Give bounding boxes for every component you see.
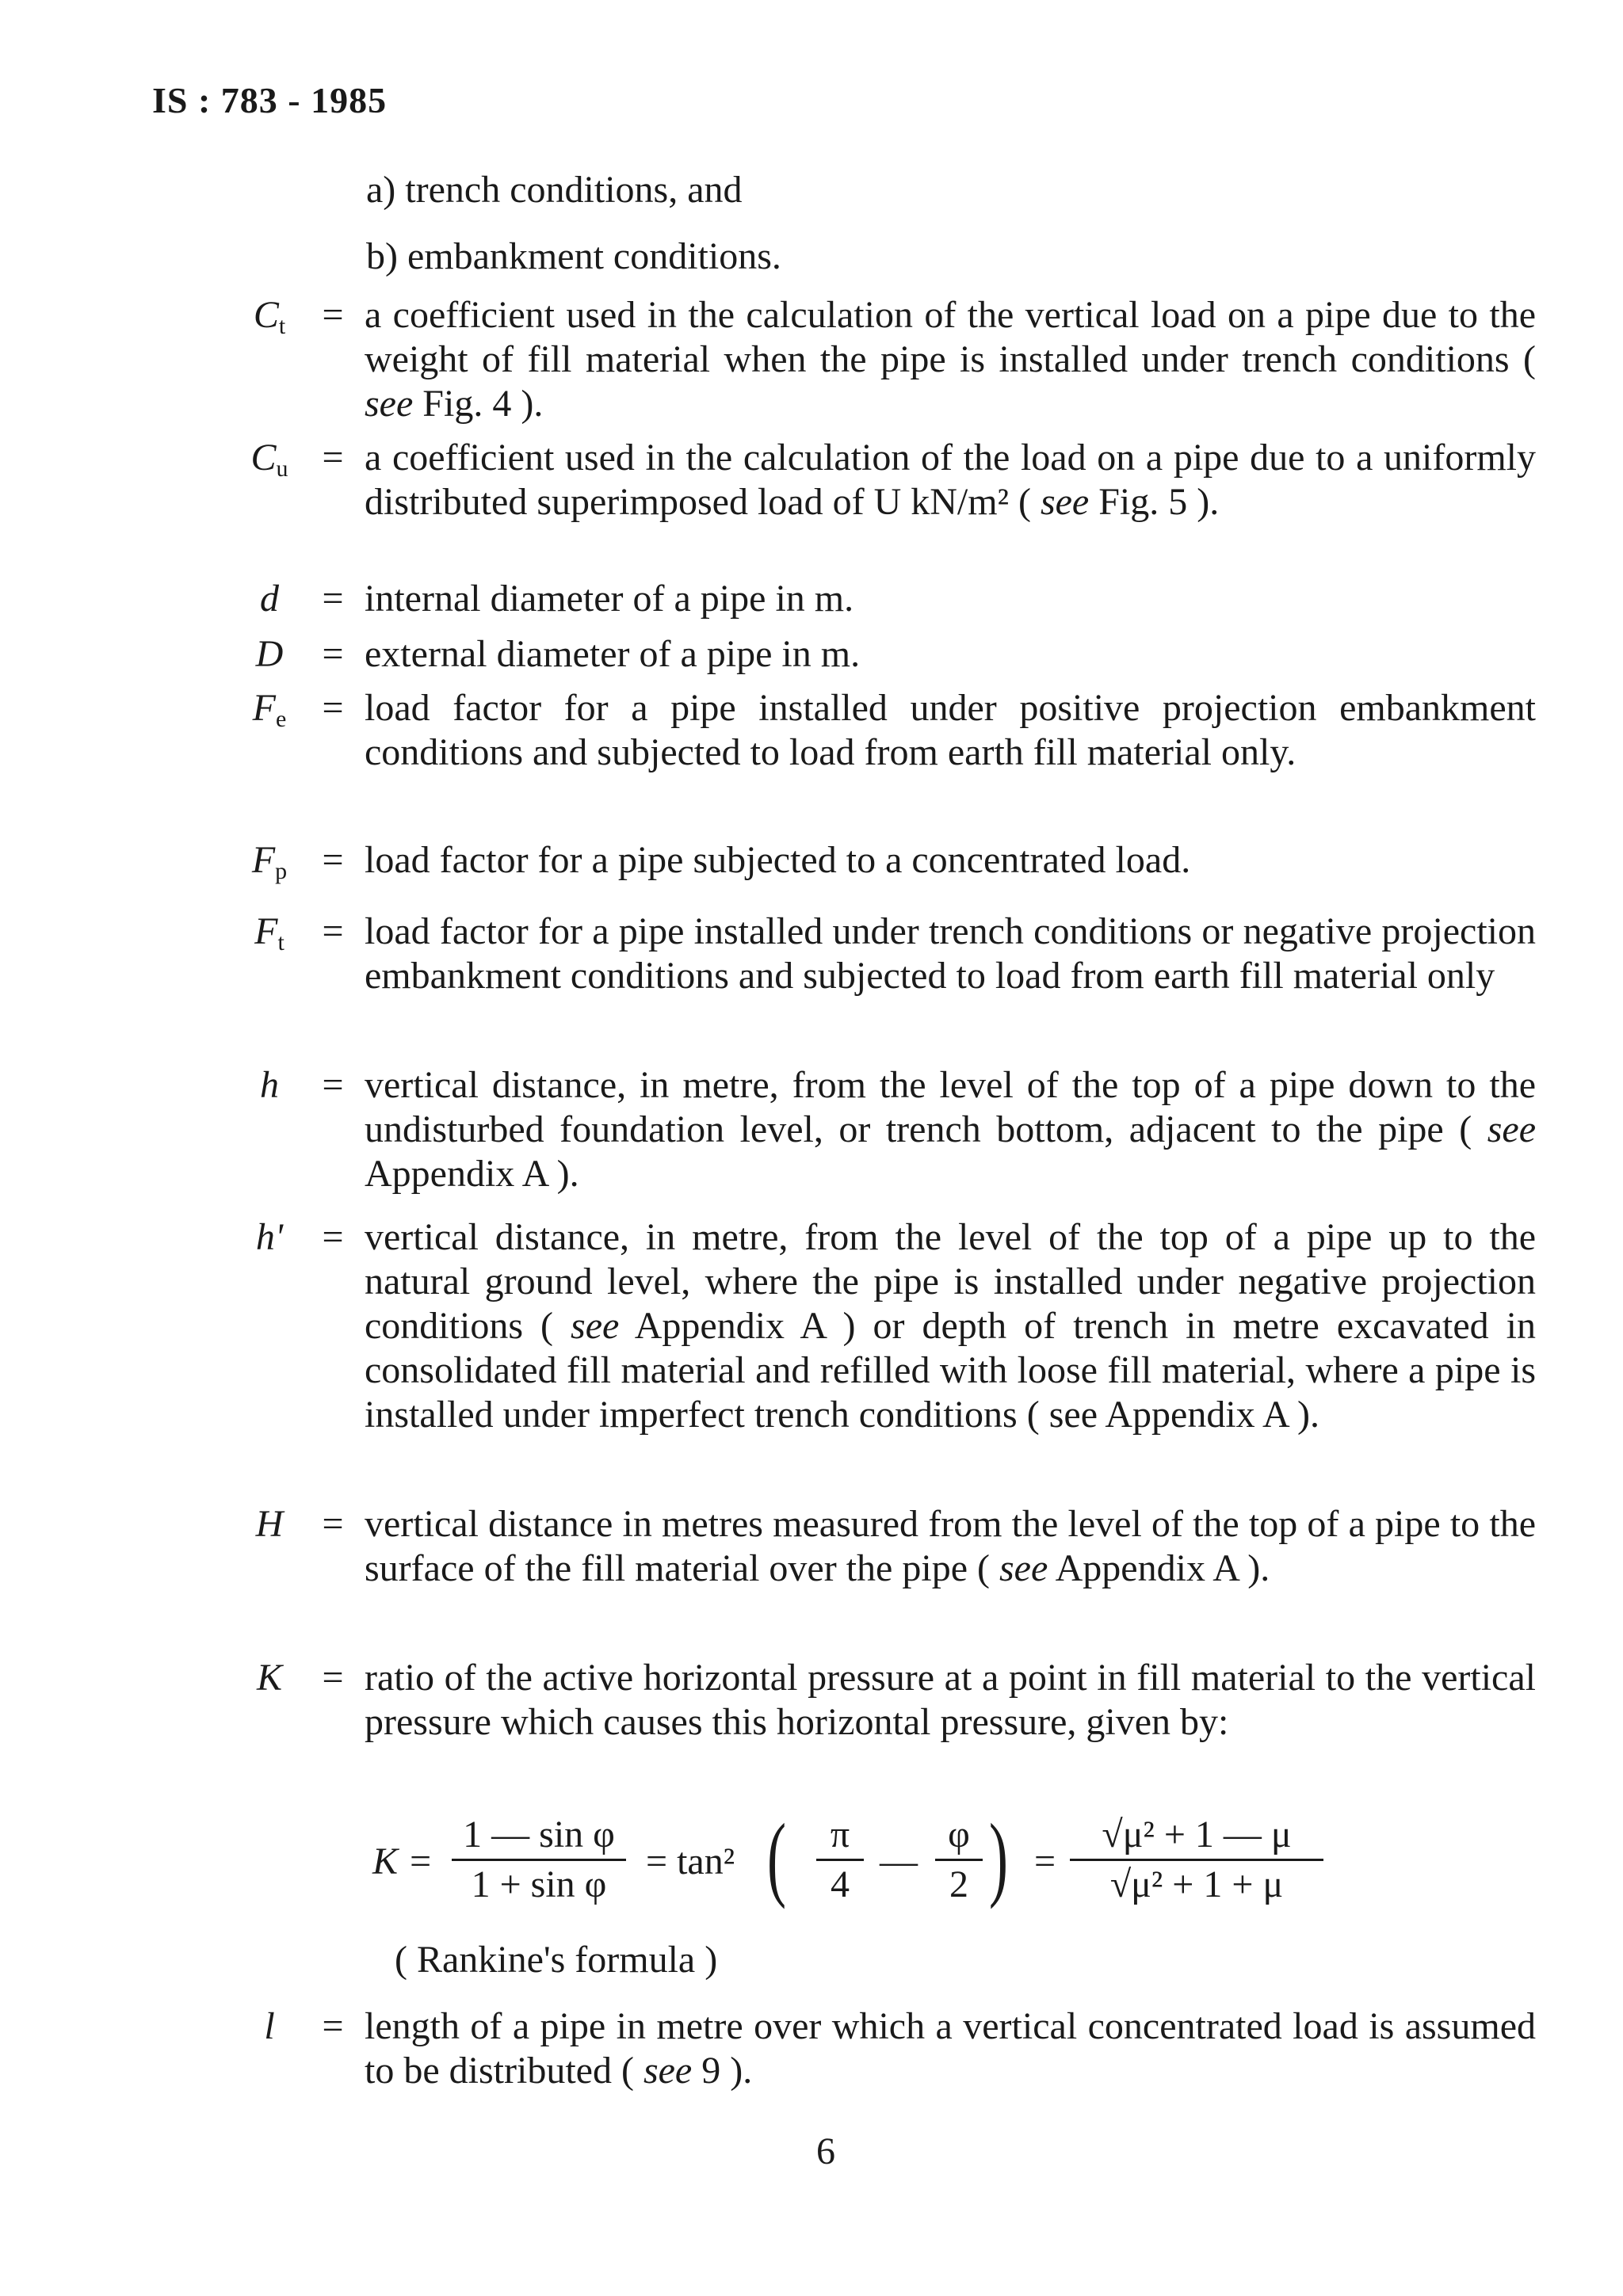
equals-sign: = (322, 633, 344, 675)
formula-minus: — (880, 1840, 918, 1882)
symbol-cu: $C_u$ (250, 437, 288, 482)
symbol-h-prime: h' (255, 1216, 284, 1258)
list-item-trench (366, 168, 743, 212)
equals-sign: = (322, 578, 344, 620)
symbol-ft: $F_t$ (254, 910, 285, 955)
equals-sign: = (322, 687, 344, 729)
fraction-sin: 1 — sin φ 1 + sin φ (452, 1814, 626, 1905)
equals-sign: = (322, 2005, 344, 2047)
equals-sign: = (322, 1657, 344, 1699)
definition-D: external diameter of a pipe in m. (365, 633, 861, 675)
equals-sign: = (322, 1503, 344, 1545)
equals-sign: = (322, 910, 344, 952)
list-text: embankment conditions. (407, 235, 781, 277)
symbol-H: H (255, 1503, 284, 1545)
formula-caption: ( Rankine's formula ) (395, 1939, 718, 1981)
definition-d: internal diameter of a pipe in m. (365, 578, 854, 620)
equals-sign: = (322, 1064, 344, 1106)
list-text: trench conditions, and (405, 169, 743, 211)
equals-sign: = (322, 294, 344, 336)
symbol-ct: $C_t$ (253, 294, 286, 339)
symbol-h: h (260, 1064, 279, 1106)
definition-h: vertical distance, in metre, from the level of the top of a pipe down to the undisturbed foundation level, or trench bottom, adjacent to the pipe ( see Appendix A ). (365, 1064, 1536, 1195)
symbol-d: d (260, 578, 279, 620)
fraction-phi-2: φ 2 (935, 1814, 983, 1905)
symbol-K: K (256, 1657, 282, 1699)
rankine-formula (372, 1804, 1403, 1909)
definition-cu: a coefficient used in the calculation of the load on a pipe due to a uniformly distributed superimposed load of U kN/m² ( see Fig. 5 ). (365, 437, 1536, 523)
definition-ct: a coefficient used in the calculation of the vertical load on a pipe due to the weight of fill material when the pipe is installed under trench conditions ( see Fig. 4 ). (365, 294, 1536, 425)
formula-equals: = (1034, 1840, 1056, 1882)
standard-header: IS : 783 - 1985 (152, 80, 388, 120)
symbol-fp: $F_p$ (251, 839, 288, 884)
left-paren: ( (766, 1804, 786, 1909)
list-item-embankment (366, 235, 781, 278)
fraction-pi-4: π 4 (816, 1814, 864, 1905)
list-marker: a) (366, 169, 396, 211)
definition-l: length of a pipe in metre over which a vertical concentrated load is assumed to be distributed ( see 9 ). (365, 2005, 1536, 2092)
definition-ft: load factor for a pipe installed under trench conditions or negative projection embankment conditions and subjected to load from earth fill material only (365, 910, 1536, 997)
definition-K: ratio of the active horizontal pressure at a point in fill material to the vertical pressure which causes this horizontal pressure, given by: (365, 1657, 1536, 1743)
list-marker: b) (366, 235, 398, 277)
definition-fe: load factor for a pipe installed under positive projection embankment conditions and subjected to load from earth fill material only. (365, 687, 1536, 773)
formula-tan: = tan² (646, 1840, 735, 1882)
page-number: 6 (816, 2130, 835, 2172)
equals-sign: = (322, 1216, 344, 1258)
formula-lhs: K = (372, 1840, 433, 1882)
right-paren: ) (988, 1804, 1008, 1909)
symbol-fe: $F_e$ (252, 687, 287, 732)
definition-fp: load factor for a pipe subjected to a concentrated load. (365, 839, 1191, 881)
definition-h-prime: vertical distance, in metre, from the level of the top of a pipe up to the natural ground level, where the pipe is installed under negative projection conditions ( see Appendix A ) or depth of trench in metre excavated in consolidated fill material and refilled with loose fill material, where a pipe is installed under imperfect trench conditions ( see Appendix A ). (365, 1216, 1537, 1436)
equals-sign: = (322, 839, 344, 881)
fraction-mu: √μ² + 1 — μ √μ² + 1 + μ (1070, 1814, 1323, 1905)
equals-sign: = (322, 437, 344, 479)
symbol-l: l (264, 2005, 275, 2047)
symbol-D: D (255, 633, 284, 675)
definition-H: vertical distance in metres measured from the level of the top of a pipe to the surface of the fill material over the pipe ( see Appendix A ). (365, 1503, 1536, 1589)
